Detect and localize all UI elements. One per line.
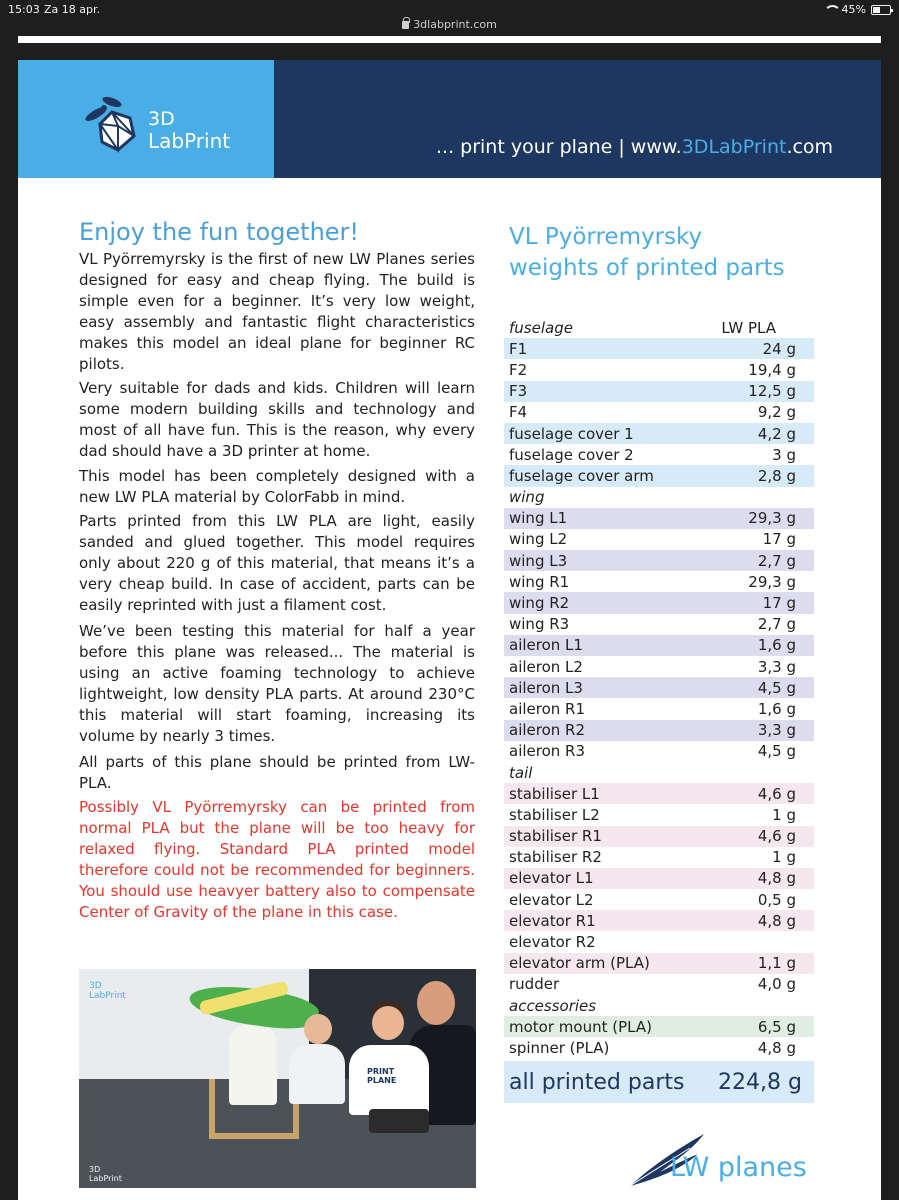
total-value: 224,8 g — [718, 1069, 802, 1095]
shirt-line2: PLANE — [367, 1076, 397, 1085]
part-weight: 24 g — [762, 339, 796, 358]
part-name: wing R3 — [509, 615, 570, 634]
header-column-label: LW PLA — [721, 318, 776, 337]
table-row — [504, 868, 814, 889]
part-name: F1 — [509, 339, 528, 358]
banner-tagline — [436, 136, 833, 158]
part-name: wing — [509, 488, 545, 507]
intro-title: Enjoy the fun together! — [79, 218, 360, 246]
table-row — [504, 826, 814, 847]
lw-planes-brand: LW planes — [670, 1152, 807, 1183]
part-weight: 1,6 g — [757, 699, 796, 718]
status-right — [824, 3, 891, 16]
weights-title-line1: VL Pyörremyrsky — [509, 224, 703, 250]
part-name: stabiliser L1 — [509, 784, 600, 803]
intro-paragraph: Parts printed from this LW PLA are light, easily sanded and glued together. This model requires only about 220 g of this material, that means it’s a very cheap build. In case of accident, parts can be easily reprinted with just a filament cost. — [79, 512, 475, 614]
part-name: elevator L2 — [509, 890, 594, 909]
photo-logo-bottom — [89, 1165, 122, 1183]
part-name: tail — [509, 763, 533, 782]
battery-percent: 45% — [841, 3, 866, 16]
photo-boy-shirt — [349, 1045, 429, 1115]
url-display[interactable] — [402, 18, 497, 31]
table-row — [504, 931, 814, 952]
part-weight: 4,8 g — [757, 1038, 796, 1057]
part-name: elevator R2 — [509, 933, 596, 952]
part-weight: 4,8 g — [757, 911, 796, 930]
table-row — [504, 656, 814, 677]
part-name: motor mount (PLA) — [509, 1017, 652, 1036]
part-weight: 29,3 g — [748, 509, 796, 528]
table-row — [504, 953, 814, 974]
photo-child-shirt — [289, 1044, 345, 1104]
part-weight: 3,3 g — [757, 721, 796, 740]
url-text: 3dlabprint.com — [413, 18, 497, 31]
intro-paragraph: VL Pyörremyrsky is the first of new LW Planes series designed for easy and cheap flying. The build is simple even for a beginner. It’s very low weight, easy assembly and fantastic flight characteristics makes this model an ideal plane for beginner RC pilots. — [79, 250, 475, 373]
part-name: wing R1 — [509, 572, 570, 591]
weights-table — [504, 317, 814, 1059]
shirt-line1: PRINT — [367, 1067, 395, 1076]
part-weight: 29,3 g — [748, 572, 796, 591]
table-row — [504, 910, 814, 931]
table-row — [504, 550, 814, 571]
table-row — [504, 698, 814, 719]
header-section-label: fuselage — [509, 318, 573, 337]
table-row — [504, 847, 814, 868]
part-name: rudder — [509, 975, 560, 994]
weights-title-line2: weights of printed parts — [509, 255, 785, 281]
part-name: stabiliser R2 — [509, 848, 602, 867]
part-name: F2 — [509, 360, 528, 379]
logo-line1: 3D — [148, 108, 175, 130]
banner-tagline-area — [274, 60, 881, 178]
page-top-strip — [18, 36, 881, 43]
table-row — [504, 338, 814, 359]
tagline-suffix: .com — [786, 136, 834, 158]
part-name: wing L2 — [509, 530, 568, 549]
table-row — [504, 423, 814, 444]
table-row — [504, 402, 814, 423]
part-name: stabiliser R1 — [509, 827, 602, 846]
table-row — [504, 359, 814, 380]
part-weight: 4,6 g — [757, 784, 796, 803]
part-weight: 4,8 g — [757, 869, 796, 888]
part-name: elevator arm (PLA) — [509, 954, 650, 973]
part-weight: 12,5 g — [748, 382, 796, 401]
table-row — [504, 444, 814, 465]
part-name: F4 — [509, 403, 528, 422]
photo-logo2-line1: 3D — [89, 1165, 101, 1174]
part-weight: 4,5 g — [757, 742, 796, 761]
photo-adult-head — [417, 981, 455, 1025]
photo-boy-head — [372, 1006, 404, 1040]
part-weight: 4,0 g — [757, 975, 796, 994]
part-name: aileron R3 — [509, 742, 586, 761]
part-weight: 1 g — [772, 848, 796, 867]
part-name: aileron L2 — [509, 657, 583, 676]
kids-with-plane-photo — [79, 969, 476, 1188]
total-row — [504, 1061, 814, 1103]
table-row — [504, 1037, 814, 1058]
table-row — [504, 974, 814, 995]
warning-paragraph: Possibly VL Pyörremyrsky can be printed from normal PLA but the plane will be too heavy for relaxed flying. Standard PLA printed model therefore could not be recommended for beginners. You should use heavyer battery also to compensate Center of Gravity of the plane in this case. — [79, 798, 475, 921]
part-weight: 4,2 g — [757, 424, 796, 443]
table-row — [504, 720, 814, 741]
part-name: wing R2 — [509, 594, 570, 613]
part-name: aileron L1 — [509, 636, 583, 655]
photo-child-head — [304, 1014, 332, 1044]
photo-logo-line2: LabPrint — [89, 991, 126, 1001]
part-weight: 1,1 g — [757, 954, 796, 973]
photo-logo-top — [89, 981, 126, 1001]
3dlabprint-logo-icon — [82, 94, 144, 156]
photo-logo-line1: 3D — [89, 981, 102, 991]
table-row — [504, 741, 814, 762]
part-weight: 1,6 g — [757, 636, 796, 655]
part-weight: 2,7 g — [757, 551, 796, 570]
part-weight: 9,2 g — [757, 403, 796, 422]
part-weight: 3,3 g — [757, 657, 796, 676]
tagline-highlight: 3DLabPrint — [681, 136, 787, 158]
table-section-row — [504, 762, 814, 783]
lock-icon — [402, 21, 409, 29]
table-header-row — [504, 317, 814, 338]
photo-rc-transmitter — [369, 1109, 429, 1133]
table-section-row — [504, 487, 814, 508]
photo-person-back — [229, 1025, 277, 1105]
total-label: all printed parts — [509, 1069, 685, 1095]
table-row — [504, 614, 814, 635]
part-name: F3 — [509, 382, 528, 401]
intro-paragraph: All parts of this plane should be printed from LW-PLA. — [79, 753, 475, 792]
part-weight: 3 g — [772, 445, 796, 464]
intro-paragraph: Very suitable for dads and kids. Children will learn some modern building skills and technology and most of all have fun. This is the reason, why every dad should have a 3D printer at home. — [79, 379, 475, 460]
part-name: aileron R1 — [509, 699, 586, 718]
photo-logo2-line2: LabPrint — [89, 1174, 122, 1183]
table-row — [504, 677, 814, 698]
part-weight: 17 g — [762, 594, 796, 613]
part-name: wing L1 — [509, 509, 568, 528]
part-weight: 2,7 g — [757, 615, 796, 634]
table-row — [504, 1016, 814, 1037]
part-weight: 2,8 g — [757, 466, 796, 485]
part-name: wing L3 — [509, 551, 568, 570]
table-row — [504, 889, 814, 910]
part-weight: 17 g — [762, 530, 796, 549]
part-weight: 0,5 g — [757, 890, 796, 909]
intro-paragraph: This model has been completely designed with a new LW PLA material by ColorFabb in mind. — [79, 467, 475, 506]
photo-shirt-text — [367, 1067, 396, 1085]
table-row — [504, 635, 814, 656]
status-time: 15:03 — [8, 3, 40, 16]
part-name: elevator R1 — [509, 911, 596, 930]
logo-wordmark — [148, 108, 230, 152]
part-weight: 4,5 g — [757, 678, 796, 697]
part-name: aileron L3 — [509, 678, 583, 697]
banner-logo-area — [18, 60, 274, 178]
table-row — [504, 508, 814, 529]
part-name: fuselage cover 2 — [509, 445, 634, 464]
part-name: elevator L1 — [509, 869, 594, 888]
part-name: fuselage cover arm — [509, 466, 654, 485]
intro-paragraph: We’ve been testing this material for half a year before this plane was released... The material is using an active foaming technology to achieve lightweight, low density PLA parts. At around 230°C this material will start foaming, increasing its volume by nearly 3 times. — [79, 622, 475, 745]
table-row — [504, 804, 814, 825]
part-weight: 19,4 g — [748, 360, 796, 379]
address-bar[interactable] — [0, 18, 899, 36]
table-row — [504, 783, 814, 804]
logo-line2: LabPrint — [148, 129, 231, 153]
part-weight: 1 g — [772, 805, 796, 824]
status-bar — [0, 0, 899, 18]
weights-title — [509, 222, 785, 284]
table-row — [504, 381, 814, 402]
table-section-row — [504, 995, 814, 1016]
wifi-icon — [824, 5, 837, 15]
part-name: aileron R2 — [509, 721, 586, 740]
part-weight: 4,6 g — [757, 827, 796, 846]
battery-fill — [873, 7, 880, 13]
tagline-prefix: ... print your plane | www. — [436, 136, 682, 158]
table-row — [504, 571, 814, 592]
table-row — [504, 529, 814, 550]
part-weight: 6,5 g — [757, 1017, 796, 1036]
document-page — [18, 60, 881, 1200]
status-date: Za 18 apr. — [44, 3, 100, 16]
part-name: spinner (PLA) — [509, 1038, 610, 1057]
part-name: fuselage cover 1 — [509, 424, 634, 443]
part-name: accessories — [509, 996, 597, 1015]
battery-icon — [871, 5, 891, 15]
table-row — [504, 465, 814, 486]
part-name: stabiliser L2 — [509, 805, 600, 824]
table-row — [504, 592, 814, 613]
